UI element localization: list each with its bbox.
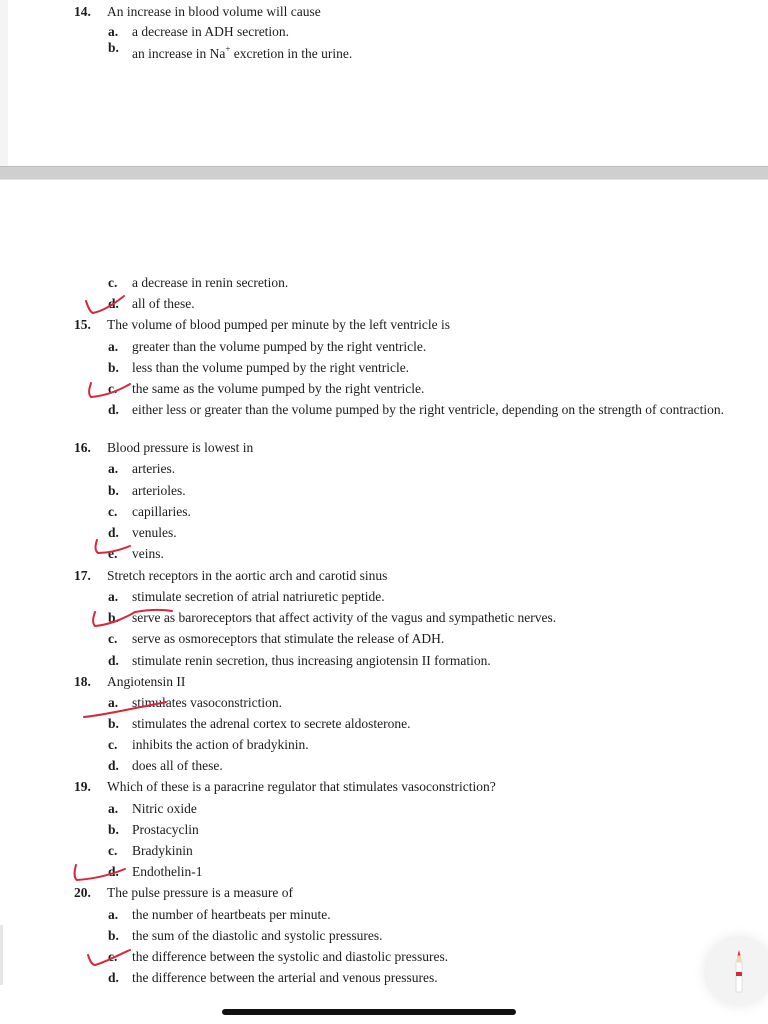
option-17d[interactable] — [108, 653, 491, 669]
option-letter: d. — [108, 296, 119, 311]
option-letter: d. — [108, 970, 119, 985]
option-text: a decrease in renin secretion. — [132, 275, 289, 290]
option-letter: b. — [108, 40, 119, 55]
option-text: all of these. — [132, 296, 195, 311]
question-stem: Which of these is a paracrine regulator that stimulates vasoconstriction? — [107, 779, 496, 794]
question-19 — [74, 779, 496, 795]
option-text: stimulates vasoconstriction. — [132, 695, 282, 710]
option-letter: b. — [108, 360, 119, 375]
question-stem: The volume of blood pumped per minute by the left ventricle is — [107, 317, 451, 332]
page-edge — [0, 0, 8, 166]
option-letter: d. — [108, 402, 119, 417]
question-stem: Blood pressure is lowest in — [107, 440, 254, 455]
option-text: the number of heartbeats per minute. — [132, 907, 331, 922]
option-18b[interactable] — [108, 716, 411, 732]
option-20d[interactable] — [108, 970, 438, 986]
option-19b[interactable] — [108, 822, 199, 838]
option-17c[interactable] — [108, 631, 444, 647]
option-text: Prostacyclin — [132, 822, 199, 837]
question-17 — [74, 568, 387, 584]
question-number: 14. — [74, 4, 91, 19]
option-text: the difference between the arterial and venous pressures. — [132, 970, 438, 985]
option-text: either less or greater than the volume pumped by the right ventricle, depending on the strength of contraction. — [132, 402, 724, 417]
option-text: Endothelin-1 — [132, 864, 203, 879]
page-edge — [0, 925, 3, 985]
question-14 — [74, 4, 321, 20]
option-text: stimulates the adrenal cortex to secrete aldosterone. — [132, 716, 411, 731]
option-letter: b. — [108, 610, 119, 625]
question-18 — [74, 674, 185, 690]
option-19d[interactable] — [108, 864, 203, 880]
option-text: veins. — [132, 546, 164, 561]
option-letter: a. — [108, 695, 119, 710]
option-letter: b. — [108, 928, 119, 943]
question-number: 16. — [74, 440, 91, 455]
option-letter: d. — [108, 864, 119, 879]
pencil-tool-button[interactable] — [706, 938, 768, 1004]
option-letter: c. — [108, 504, 118, 519]
option-18c[interactable] — [108, 737, 309, 753]
option-15a[interactable] — [108, 339, 426, 355]
option-text: less than the volume pumped by the right ventricle. — [132, 360, 410, 375]
home-indicator[interactable] — [222, 1009, 516, 1015]
question-16 — [74, 440, 253, 456]
option-text: venules. — [132, 525, 177, 540]
question-number: 15. — [74, 317, 91, 332]
option-18d[interactable] — [108, 758, 223, 774]
option-letter: c. — [108, 631, 118, 646]
option-15d[interactable] — [108, 402, 762, 418]
option-20c[interactable] — [108, 949, 448, 965]
question-stem: Angiotensin II — [107, 674, 186, 689]
option-20b[interactable] — [108, 928, 382, 944]
option-15b[interactable] — [108, 360, 409, 376]
option-19c[interactable] — [108, 843, 193, 859]
option-letter: a. — [108, 907, 119, 922]
sodium-charge: + — [225, 44, 231, 54]
option-14a[interactable] — [108, 24, 289, 40]
option-text: arteries. — [132, 461, 176, 476]
question-number: 19. — [74, 779, 91, 794]
option-text: capillaries. — [132, 504, 191, 519]
option-text: serve as baroreceptors that affect activity of the vagus and sympathetic nerves. — [132, 610, 557, 625]
option-letter: c. — [108, 381, 118, 396]
option-text: Nitric oxide — [132, 801, 197, 816]
option-text: the same as the volume pumped by the right ventricle. — [132, 381, 425, 396]
option-text: the difference between the systolic and diastolic pressures. — [132, 949, 449, 964]
option-letter: a. — [108, 339, 119, 354]
option-text: Bradykinin — [132, 843, 193, 858]
option-text: an increase in Na+ excretion in the urine. — [132, 44, 353, 61]
option-text: a decrease in ADH secretion. — [132, 24, 290, 39]
option-16c[interactable] — [108, 504, 191, 520]
option-letter: d. — [108, 653, 119, 668]
option-16b[interactable] — [108, 483, 186, 499]
option-text: the sum of the diastolic and systolic pressures. — [132, 928, 383, 943]
question-stem: Stretch receptors in the aortic arch and carotid sinus — [107, 568, 388, 583]
option-text: serve as osmoreceptors that stimulate the release of ADH. — [132, 631, 445, 646]
option-19a[interactable] — [108, 801, 197, 817]
pencil-icon — [706, 938, 768, 1004]
option-text: stimulate renin secretion, thus increasing angiotensin II formation. — [132, 653, 491, 668]
option-letter: c. — [108, 949, 118, 964]
option-text: stimulate secretion of atrial natriuretic peptide. — [132, 589, 385, 604]
option-17b[interactable] — [108, 610, 556, 626]
option-letter: a. — [108, 589, 119, 604]
option-14d[interactable] — [108, 296, 195, 312]
option-letter: c. — [108, 737, 118, 752]
option-20a[interactable] — [108, 907, 331, 923]
option-letter: d. — [108, 525, 119, 540]
option-14c[interactable] — [108, 275, 288, 291]
option-16d[interactable] — [108, 525, 177, 541]
page-break-divider — [0, 166, 768, 180]
option-letter: c. — [108, 275, 118, 290]
option-18a[interactable] — [108, 695, 282, 711]
option-letter: a. — [108, 461, 119, 476]
option-14b[interactable] — [108, 40, 353, 62]
option-letter: a. — [108, 801, 119, 816]
question-number: 18. — [74, 674, 91, 689]
option-letter: b. — [108, 483, 119, 498]
option-text: inhibits the action of bradykinin. — [132, 737, 309, 752]
option-letter: e. — [108, 546, 118, 561]
question-number: 17. — [74, 568, 91, 583]
option-text: greater than the volume pumped by the right ventricle. — [132, 339, 427, 354]
option-text: does all of these. — [132, 758, 223, 773]
option-letter: d. — [108, 758, 119, 773]
question-15 — [74, 317, 450, 333]
option-letter: b. — [108, 822, 119, 837]
question-20 — [74, 885, 293, 901]
question-stem: An increase in blood volume will cause — [107, 4, 321, 19]
option-letter: a. — [108, 24, 119, 39]
option-16e[interactable] — [108, 546, 164, 562]
option-text: arterioles. — [132, 483, 186, 498]
option-letter: b. — [108, 716, 119, 731]
option-15c[interactable] — [108, 381, 424, 397]
option-16a[interactable] — [108, 461, 175, 477]
option-letter: c. — [108, 843, 118, 858]
option-17a[interactable] — [108, 589, 385, 605]
question-stem: The pulse pressure is a measure of — [107, 885, 293, 900]
question-number: 20. — [74, 885, 91, 900]
